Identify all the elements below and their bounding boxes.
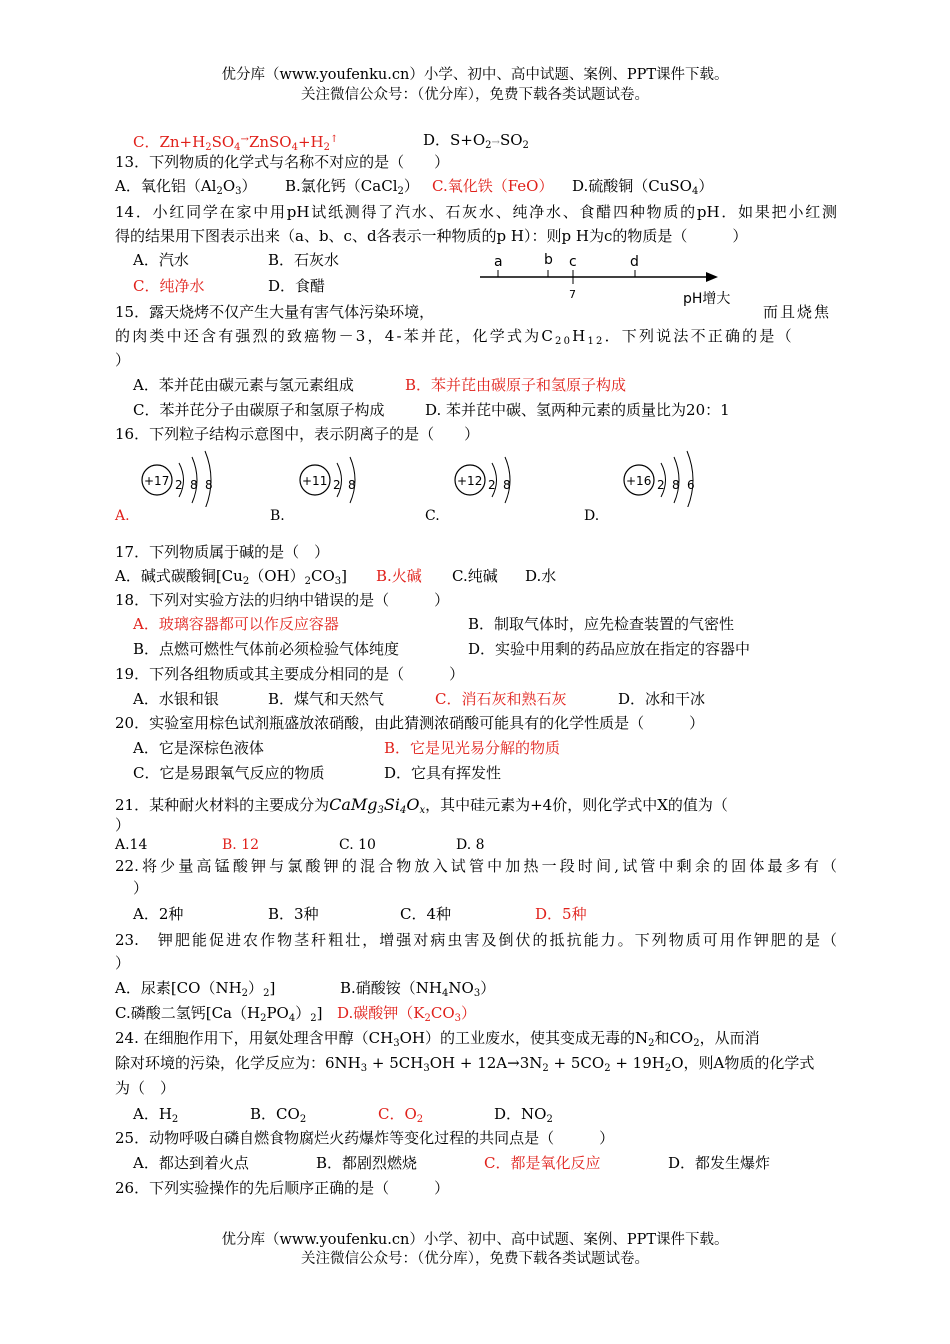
q24-option-a: A．$H_2$ xyxy=(133,1105,179,1125)
q20-option-c: C．它是易跟氧气反应的物质 xyxy=(133,764,325,782)
ph-label-a: a xyxy=(494,254,503,270)
ph-scale-diagram xyxy=(478,248,750,308)
atom-diagram-b xyxy=(296,447,376,507)
q14-stem-line1: 14．小红同学在家中用pH试纸测得了汽水、石灰水、纯净水、食醋四种物质的pH．如果把小红测 xyxy=(115,203,837,221)
q22-option-a: A．2种 xyxy=(133,905,184,923)
q13-option-b: B.氯化钙（CaCl$_2$） xyxy=(285,177,419,197)
page-footer-line1: 优分库（www.youfenku.cn）小学、初中、高中试题、案例、PPT课件下载。 xyxy=(221,1232,729,1248)
q22-option-c: C．4种 xyxy=(400,905,452,923)
q24-stem-line2: 除对环境的污染，化学反应为：$6NH_3 + 5CH_3OH + 12A\to 3N_2 + 5CO_2 + 19H_2O$，则A物质的化学式 xyxy=(115,1054,815,1074)
q21-stem: 21．某种耐火材料的主要成分为$CaMg_3Si_4O_x$，其中硅元素为+4价，则化学式中X的值为（ xyxy=(115,795,728,816)
q18-option-d: D．实验中用剩的药品应放在指定的容器中 xyxy=(468,640,751,658)
nucleus-charge: +16 xyxy=(626,474,652,488)
shell-electrons-2: 8 xyxy=(190,478,198,492)
q20-option-b: B．它是见光易分解的物质 xyxy=(384,739,561,757)
q25-option-c: C．都是氧化反应 xyxy=(484,1154,601,1172)
shell-electrons-3: 6 xyxy=(687,478,695,492)
nucleus-charge: +12 xyxy=(457,474,483,488)
q20-option-a: A．它是深棕色液体 xyxy=(133,739,264,757)
shell-electrons-3: 8 xyxy=(205,478,213,492)
q21-stem-close: ） xyxy=(115,816,131,834)
q12-option-d: D．$S+O_2\to SO_2$ xyxy=(423,131,529,151)
shell-electrons-2: 8 xyxy=(672,478,680,492)
q16-option-c-label: C. xyxy=(425,508,440,524)
q15-stem-line1b: 而且烧焦 xyxy=(763,303,832,321)
q14-stem-line2: 得的结果用下图表示出来（a、b、c、d各表示一种物质的p H）：则p H为c的物质是（ ） xyxy=(115,227,748,245)
atom-diagram-a xyxy=(138,447,228,507)
q19-stem: 19．下列各组物质或其主要成分相同的是（ ） xyxy=(115,665,465,683)
q19-option-a: A．水银和银 xyxy=(133,690,219,708)
q22-stem-line2: ） xyxy=(133,879,149,897)
q19-option-c: C．消石灰和熟石灰 xyxy=(435,690,567,708)
q20-stem: 20．实验室用棕色试剂瓶盛放浓硝酸，由此猜测浓硝酸可能具有的化学性质是（ ） xyxy=(115,714,705,732)
nucleus-charge: +17 xyxy=(144,474,170,488)
q23-option-d: D.碳酸钾$(K_2CO_3)$ xyxy=(337,1004,477,1024)
q14-option-c: C．纯净水 xyxy=(133,277,205,295)
ph-label-d: d xyxy=(630,254,639,270)
ph-tick-7-label: 7 xyxy=(569,288,576,301)
ph-label-c: c xyxy=(569,254,577,270)
q24-stem-line1: 24. 在细胞作用下，用氨处理含甲醇$(CH_3OH)$的工业废水，使其变成无毒的$N_2$和$CO_2$，从而消 xyxy=(115,1029,760,1049)
ph-label-b: b xyxy=(544,252,553,268)
q15-option-a: A．苯并芘由碳元素与氢元素组成 xyxy=(133,376,354,394)
q24-option-b: B．$CO_2$ xyxy=(250,1105,307,1125)
q17-option-a: A．碱式碳酸铜$[Cu_2(OH)_2CO_3]$ xyxy=(115,567,347,587)
q20-option-d: D．它具有挥发性 xyxy=(384,764,502,782)
q15-stem-line1a: 15．露天烧烤不仅产生大量有害气体污染环境， xyxy=(115,303,435,321)
q25-option-a: A．都达到着火点 xyxy=(133,1154,249,1172)
q18-option-a: A．玻璃容器都可以作反应容器 xyxy=(133,615,339,633)
q15-stem-line3: ） xyxy=(115,351,131,369)
q24-stem-line3: 为（ ） xyxy=(115,1079,176,1097)
q26-stem: 26．下列实验操作的先后顺序正确的是（ ） xyxy=(115,1179,450,1197)
q23-stem-line1: 23. 钾肥能促进农作物茎秆粗壮，增强对病虫害及倒伏的抵抗能力。下列物质可用作钾肥的是（ xyxy=(115,931,837,949)
q16-option-b-label: B. xyxy=(270,508,285,524)
q17-option-d: D.水 xyxy=(525,567,557,585)
q24-option-c: C．$O_2$ xyxy=(378,1105,424,1125)
q23-option-c: C.磷酸二氢钙$[Ca(H_2PO_4)_2]$ xyxy=(115,1004,323,1024)
page-footer-line2: 关注微信公众号：（优分库），免费下载各类试题试卷。 xyxy=(301,1251,649,1267)
q13-option-a: A．氧化铝$(Al_2O_3)$ xyxy=(115,177,257,197)
q21-formula: $CaMg_3Si_4O_x$ xyxy=(329,795,426,816)
q15-stem-line2: 的肉类中还含有强烈的致癌物－3，4-苯并芘，化学式为$C_{20}H_{12}$．下列说法不正确的是（ xyxy=(115,327,794,347)
q15-option-d: D. 苯并芘中碳、氢两种元素的质量比为20：1 xyxy=(425,401,730,419)
q13-option-c: C.氧化铁（FeO） xyxy=(432,177,554,195)
q14-option-b: B．石灰水 xyxy=(268,251,340,269)
q22-option-d: D．5种 xyxy=(535,905,587,923)
q17-stem: 17．下列物质属于碱的是（ ） xyxy=(115,543,330,561)
q22-option-b: B．3种 xyxy=(268,905,319,923)
q16-stem: 16．下列粒子结构示意图中，表示阴离子的是（ ） xyxy=(115,425,480,443)
q18-stem: 18．下列对实验方法的归纳中错误的是（ ） xyxy=(115,591,450,609)
q21-option-d: D. 8 xyxy=(456,837,485,853)
q21-option-a: A.14 xyxy=(115,837,148,853)
q19-option-d: D．冰和干冰 xyxy=(618,690,706,708)
ph-axis-title: pH增大 xyxy=(683,291,731,307)
q21-option-c: C. 10 xyxy=(339,837,376,853)
q12-option-c: C．$Zn+H_2SO_4^\to ZnSO_4+H_2^↑$ xyxy=(133,133,339,153)
q23-option-b: B.硝酸铵$(NH_4NO_3)$ xyxy=(340,979,496,999)
q23-option-a: A．尿素$[CO(NH_2)_2]$ xyxy=(115,979,276,999)
q16-option-d-label: D. xyxy=(584,508,600,524)
page-header-line1: 优分库（www.youfenku.cn）小学、初中、高中试题、案例、PPT课件下载。 xyxy=(221,67,729,83)
q19-option-b: B．煤气和天然气 xyxy=(268,690,385,708)
q22-stem-line1: 22.将少量高锰酸钾与氯酸钾的混合物放入试管中加热一段时间,试管中剩余的固体最多有（ xyxy=(115,857,837,875)
q25-stem: 25．动物呼吸白磷自燃食物腐烂火药爆炸等变化过程的共同点是（ ） xyxy=(115,1129,615,1147)
q17-option-c: C.纯碱 xyxy=(452,567,498,585)
atom-diagram-d xyxy=(620,447,710,507)
q15-option-c: C．苯并芘分子由碳原子和氢原子构成 xyxy=(133,401,385,419)
q18-option-b: B．制取气体时，应先检查装置的气密性 xyxy=(468,615,735,633)
q18-option-c: B．点燃可燃性气体前必须检验气体纯度 xyxy=(133,640,400,658)
q16-option-a-label: A. xyxy=(115,508,130,524)
q13-option-d: D.硫酸铜（CuSO$_4$） xyxy=(572,177,714,197)
q25-option-b: B．都剧烈燃烧 xyxy=(316,1154,418,1172)
shell-electrons-1: 2 xyxy=(175,478,183,492)
shell-electrons-2: 8 xyxy=(503,478,511,492)
q14-option-a: A．汽水 xyxy=(133,251,189,269)
ph-axis-arrowhead xyxy=(706,272,718,282)
nucleus-charge: +11 xyxy=(302,474,328,488)
shell-electrons-1: 2 xyxy=(333,478,341,492)
q23-stem-line2: ） xyxy=(115,954,131,972)
page-header-line2: 关注微信公众号：（优分库），免费下载各类试题试卷。 xyxy=(301,87,649,103)
q13-stem: 13．下列物质的化学式与名称不对应的是（ ） xyxy=(115,153,450,171)
q14-option-d: D．食醋 xyxy=(268,277,326,295)
q24-option-d: D．$NO_2$ xyxy=(494,1105,553,1125)
q17-option-b: B.火碱 xyxy=(376,567,422,585)
shell-electrons-1: 2 xyxy=(488,478,496,492)
q25-option-d: D．都发生爆炸 xyxy=(668,1154,771,1172)
shell-electrons-2: 8 xyxy=(348,478,356,492)
atom-diagram-c xyxy=(451,447,531,507)
q21-option-b: B. 12 xyxy=(222,837,260,853)
shell-electrons-1: 2 xyxy=(657,478,665,492)
q15-option-b: B．苯并芘由碳原子和氢原子构成 xyxy=(405,376,627,394)
